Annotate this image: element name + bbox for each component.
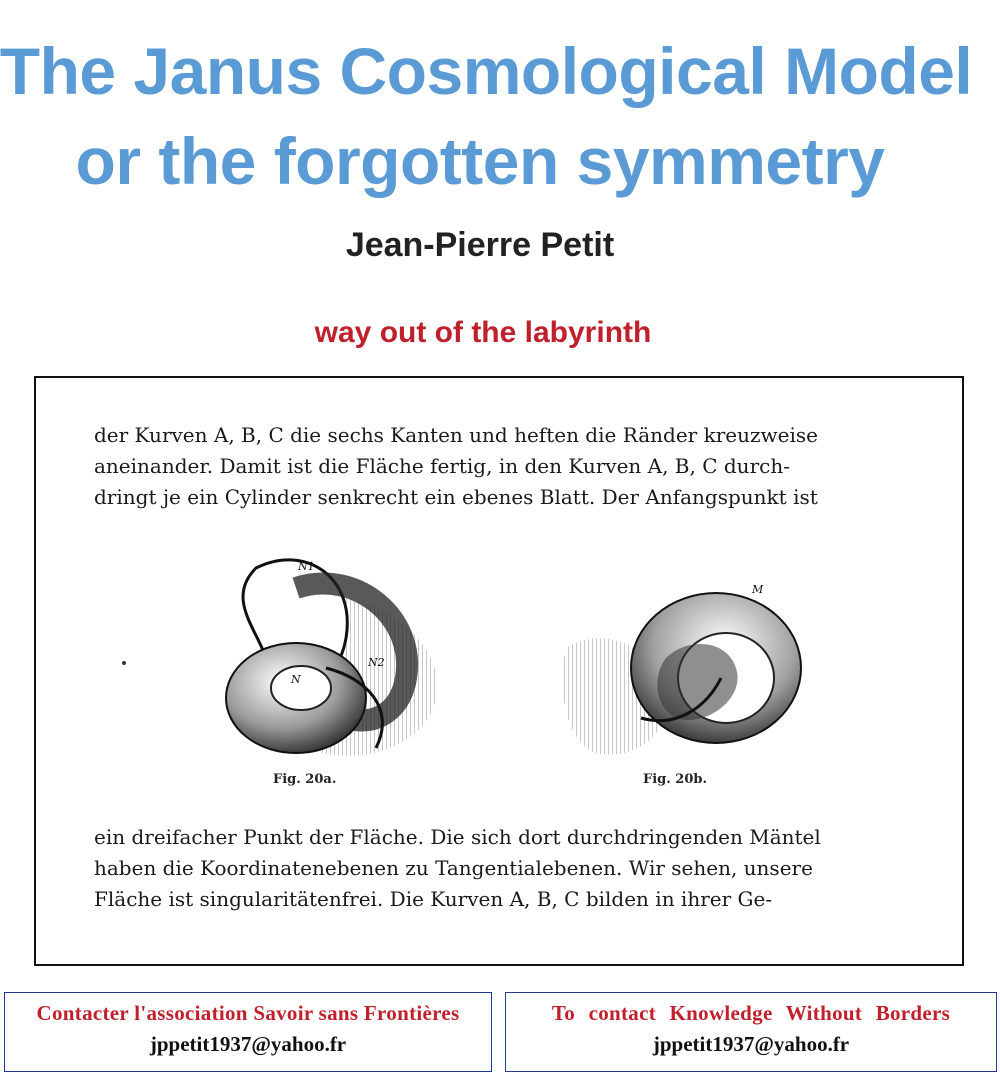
excerpt-line: Fläche ist singularitätenfrei. Die Kurven A, B, C bilden in ihrer Ge-: [94, 887, 773, 911]
contact-email-english[interactable]: jppetit1937@yahoo.fr: [652, 1032, 850, 1056]
excerpt-line: haben die Koordinatenebenen zu Tangentialebenen. Wir sehen, unsere: [94, 856, 813, 880]
contact-label-french[interactable]: Contacter l'association Savoir sans Frontières: [36, 1001, 460, 1025]
page-title-line2: or the forgotten symmetry: [75, 124, 885, 198]
label-n1: N1: [298, 560, 315, 573]
subtitle-link[interactable]: way out of the labyrinth: [314, 316, 652, 349]
excerpt-line: der Kurven A, B, C die sechs Kanten und heften die Ränder kreuzweise: [94, 423, 818, 447]
contact-box-french[interactable]: [4, 992, 492, 1072]
label-n2: N2: [368, 656, 385, 669]
figure-20a-drawing: [186, 548, 486, 778]
figure-20b-drawing: [556, 578, 826, 778]
excerpt-line: aneinander. Damit ist die Fläche fertig, in den Kurven A, B, C durch-: [94, 454, 790, 478]
excerpt-paragraph-top: [94, 420, 906, 513]
excerpt-paragraph-bottom: [94, 822, 906, 915]
contact-label-english[interactable]: To contact Knowledge Without Borders: [551, 1001, 951, 1025]
label-n: N: [291, 673, 301, 686]
label-m: M: [752, 583, 764, 596]
stray-dot: [122, 661, 126, 665]
excerpt-line: dringt je ein Cylinder senkrecht ein ebenes Blatt. Der Anfangspunkt ist: [94, 485, 818, 509]
contact-box-english[interactable]: [505, 992, 997, 1072]
excerpt-line: ein dreifacher Punkt der Fläche. Die sich dort durchdringenden Mäntel: [94, 825, 821, 849]
figure-caption-20b: Fig. 20b.: [643, 772, 708, 787]
page-title-line1: The Janus Cosmological Model: [0, 34, 973, 108]
contact-email-french[interactable]: jppetit1937@yahoo.fr: [149, 1032, 347, 1056]
figure-caption-20a: Fig. 20a.: [273, 772, 337, 787]
author-name: Jean-Pierre Petit: [345, 226, 615, 264]
book-excerpt-image: [34, 376, 964, 966]
